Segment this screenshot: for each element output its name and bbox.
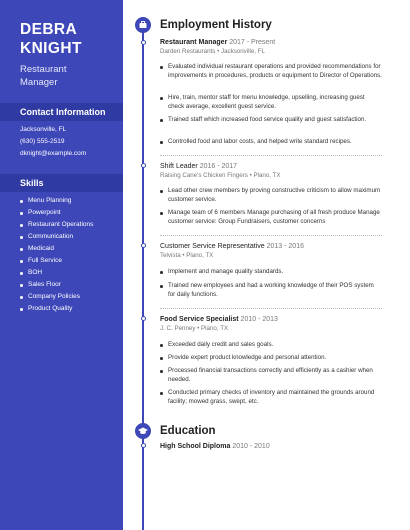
divider <box>160 235 382 236</box>
job-bullet: Evaluated individual restaurant operations and provided recommendations for improvements in procedures, products or equipment to Director of Operations. <box>160 63 382 80</box>
job-bullet: Controlled food and labor costs, and helped write standard recipes. <box>160 138 382 147</box>
skills-heading-band <box>0 174 123 192</box>
graduation-cap-icon <box>135 423 151 439</box>
education-line: High School Diploma 2010 - 2010 <box>160 443 270 450</box>
job-bullet: Trained new employees and had a working knowledge of their POS system for daily functions. <box>160 282 382 299</box>
job-bullet: Provide expert product knowledge and personal attention. <box>160 354 382 363</box>
skill-item: Powerpoint <box>20 209 61 216</box>
contact-location: Jacksonville, FL <box>20 126 67 133</box>
job-employer-line: Darden Restaurants • Jacksonville, FL <box>160 48 266 55</box>
sidebar <box>0 0 123 530</box>
contact-heading: Contact Information <box>20 107 106 117</box>
timeline-line <box>142 24 144 530</box>
contact-phone: (630) 555-2519 <box>20 138 65 145</box>
briefcase-icon <box>135 17 151 33</box>
job-bullet: Processed financial transactions correctly and efficiently as a cashier when needed. <box>160 367 382 384</box>
contact-email[interactable]: dknight@example.com <box>20 150 87 157</box>
job-bullet: Manage team of 6 members Manage purchasing of all fresh produce Manage customer service: Group Fundraisers, customer concerns <box>160 209 382 226</box>
job-bullet: Exceeded daily credit and sales goals. <box>160 341 382 350</box>
timeline-dot <box>141 40 146 45</box>
job-title-line: Restaurant Manager 2017 - Present <box>160 39 276 46</box>
timeline-dot <box>141 316 146 321</box>
contact-heading-band <box>0 103 123 121</box>
employment-heading: Employment History <box>160 19 272 31</box>
candidate-title: Restaurant Manager <box>20 64 67 88</box>
job-bullet: Implement and manage quality standards. <box>160 268 382 277</box>
skill-item: Sales Floor <box>20 281 61 288</box>
timeline-dot <box>141 163 146 168</box>
divider <box>160 155 382 156</box>
skills-heading: Skills <box>20 178 44 188</box>
skill-item: Communication <box>20 233 73 240</box>
skill-item: Company Policies <box>20 293 80 300</box>
skill-item: Menu Planning <box>20 197 71 204</box>
divider <box>160 308 382 309</box>
job-bullet: Conducted primary checks of inventory and maintained the grounds around facility; mowed grass, swept, etc. <box>160 389 382 406</box>
job-bullet: Hire, train, mentor staff for menu knowledge, upselling, increasing guest check average, excellent guest service. <box>160 94 382 111</box>
skill-item: BOH <box>20 269 42 276</box>
timeline-dot <box>141 243 146 248</box>
skill-item: Restaurant Operations <box>20 221 93 228</box>
job-bullet: Trained staff which increased food service quality and guest satisfaction. <box>160 116 382 125</box>
skill-item: Medicaid <box>20 245 54 252</box>
skill-item: Full Service <box>20 257 62 264</box>
job-employer-line: J. C. Penney • Plano, TX <box>160 325 229 332</box>
job-title-line: Shift Leader 2016 - 2017 <box>160 163 238 170</box>
education-heading: Education <box>160 425 216 437</box>
skill-item: Product Quality <box>20 305 72 312</box>
timeline-dot <box>141 443 146 448</box>
job-employer-line: Telvista • Plano, TX <box>160 252 214 259</box>
job-title-line: Food Service Specialist 2010 - 2013 <box>160 316 278 323</box>
candidate-name: DEBRA KNIGHT <box>20 21 82 57</box>
job-bullet: Lead other crew members by proving constructive criticism to allow maximum customer service. <box>160 187 382 204</box>
job-title-line: Customer Service Representative 2013 - 2016 <box>160 243 304 250</box>
job-employer-line: Raising Cane's Chicken Fingers • Plano, TX <box>160 172 281 179</box>
